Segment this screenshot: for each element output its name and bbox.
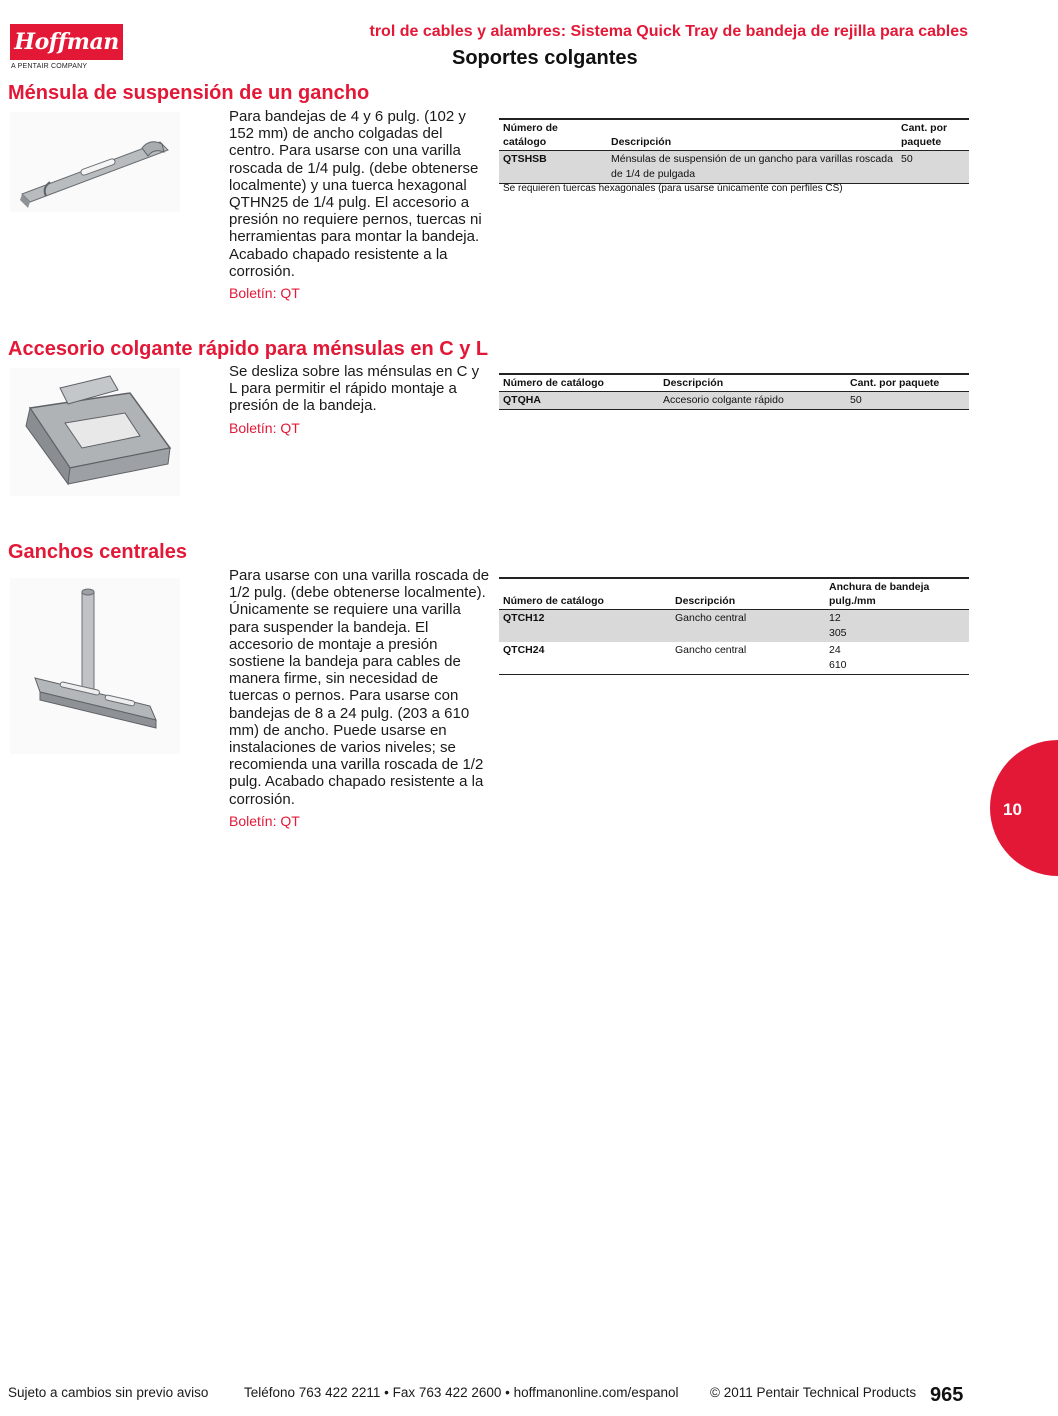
col-header-description: Descripción <box>611 136 672 148</box>
col-header-catalog: Número de catálogo <box>503 122 558 148</box>
center-hanger-rod-photo <box>10 578 180 754</box>
col-header-catalog: Número de catálogo <box>503 595 604 607</box>
catalog-number: QTQHA <box>499 392 659 410</box>
tray-width-in: 12 <box>829 612 841 624</box>
footer-copyright: © 2011 Pentair Technical Products <box>710 1385 917 1400</box>
spec-table-single-hook <box>499 118 969 184</box>
tray-width-in: 24 <box>829 644 841 656</box>
section-description: Se desliza sobre las ménsulas en C y L para permitir el rápido montaje a presión de la bandeja. <box>229 363 480 415</box>
bulletin-link[interactable]: Boletín: QT <box>229 420 300 436</box>
item-qty: 50 <box>897 151 969 184</box>
chapter-tab <box>990 740 1058 876</box>
col-header-width-label: Anchura de bandeja <box>829 581 930 593</box>
page-number: 965 <box>930 1384 964 1406</box>
tray-width-mm: 610 <box>829 659 847 671</box>
catalog-number: QTCH24 <box>503 644 545 656</box>
spec-table-center-hangers <box>499 577 969 675</box>
category-header: trol de cables y alambres: Sistema Quick Tray de bandeja de rejilla para cables <box>369 23 968 40</box>
col-header-qty: Cant. por paquete <box>850 377 940 389</box>
footer-notice: Sujeto a cambios sin previo aviso <box>8 1385 209 1400</box>
table-note: Se requieren tuercas hexagonales (para usarse únicamente con perfiles CS) <box>503 183 843 194</box>
table-row <box>499 610 969 643</box>
item-qty: 50 <box>846 392 969 410</box>
tray-width <box>825 610 969 643</box>
footer-contact: Teléfono 763 422 2211 • Fax 763 422 2600 • hoffmanonline.com/espanol <box>244 1385 679 1400</box>
item-description: Ménsulas de suspensión de un gancho para varillas roscada de 1/4 de pulgada <box>607 151 897 184</box>
item-description: Gancho central <box>675 644 747 656</box>
section-description: Para usarse con una varilla roscada de 1/2 pulg. (debe obtenerse localmente). Únicamente se requiere una varilla para suspender la bandeja. El accesorio de montaje a presión sostiene la bandeja para cables de manera firme, sin necesidad de tuercas o pernos. Para usarse con bandejas de 8 a 24 pulg. (203 a 610 mm) de ancho. Puede usarse en instalaciones de varios niveles; se recomienda una varilla roscada de 1/2 pulg. Acabado chapado resistente a la corrosión. <box>229 567 490 808</box>
logo-subtitle: A PENTAIR COMPANY <box>11 63 88 70</box>
col-header-description: Descripción <box>663 377 724 389</box>
col-header-description: Descripción <box>675 595 736 607</box>
catalog-number: QTCH12 <box>499 610 671 643</box>
table-row <box>499 642 969 675</box>
item-description: Gancho central <box>671 610 825 643</box>
hoffman-logo: Hoffman <box>10 24 123 60</box>
section-description: Para bandejas de 4 y 6 pulg. (102 y 152 mm) de ancho colgadas del centro. Para usarse con una varilla roscada de 1/4 pulg. (debe obtenerse localmente) y una tuerca hexagonal QTHN25 de 1/4 pulg. El accesorio a presión no requiere pernos, tuercas ni herramientas para montar la bandeja. Acabado chapado resistente a la corrosión. <box>229 108 482 280</box>
section-title-center-hangers: Ganchos centrales <box>8 541 187 563</box>
spec-table-quick-hanger <box>499 373 969 410</box>
section-title-single-hook: Ménsula de suspensión de un gancho <box>8 82 370 104</box>
bulletin-link[interactable]: Boletín: QT <box>229 813 300 829</box>
col-header-qty: Cant. por paquete <box>901 122 948 148</box>
page-title: Soportes colgantes <box>452 47 638 69</box>
catalog-number: QTSHSB <box>499 151 607 184</box>
table-row <box>499 392 969 410</box>
table-row <box>499 151 969 184</box>
col-header-width-units: pulg./mm <box>829 595 876 607</box>
col-header-catalog: Número de catálogo <box>503 377 604 389</box>
item-description: Accesorio colgante rápido <box>659 392 846 410</box>
single-hook-bracket-photo <box>10 112 180 212</box>
col-header-width <box>825 578 969 610</box>
bulletin-link[interactable]: Boletín: QT <box>229 285 300 301</box>
tray-width <box>825 642 969 675</box>
quick-hanger-clip-photo <box>10 368 180 496</box>
section-title-quick-hanger: Accesorio colgante rápido para ménsulas en C y L <box>8 338 489 360</box>
chapter-tab-number: 10 <box>1003 800 1022 819</box>
tray-width-mm: 305 <box>829 627 847 639</box>
